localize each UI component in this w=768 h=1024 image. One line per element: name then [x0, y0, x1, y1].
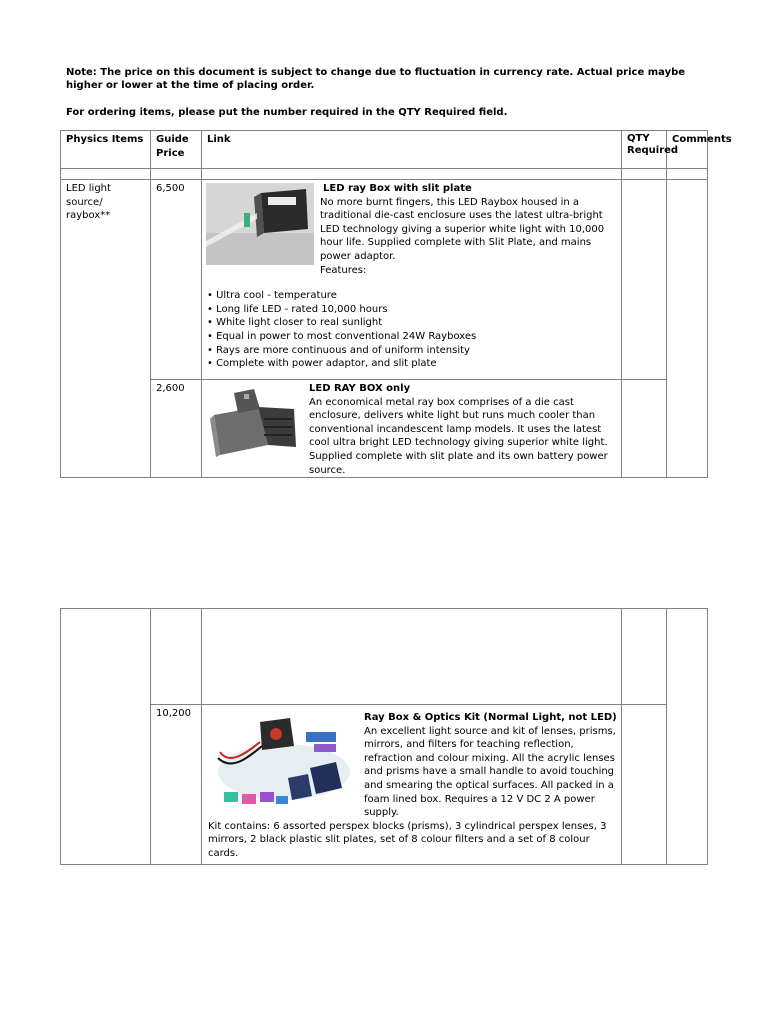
product-title: LED RAY BOX only — [309, 383, 411, 394]
list-item: • Long life LED - rated 10,000 hours — [207, 303, 616, 317]
header-comments: Comments — [667, 131, 708, 169]
product-title: LED ray Box with slit plate — [323, 183, 472, 194]
feature-list — [202, 289, 621, 375]
product-cell — [202, 180, 622, 380]
guide-price: 10,200 — [151, 705, 202, 865]
qty-input-cell[interactable] — [622, 705, 667, 865]
item-name: LED light source/ raybox** — [61, 180, 151, 478]
ray-box-optics-kit-image — [210, 712, 356, 810]
header-guide-price: Guide Price — [151, 131, 202, 169]
table-blank-row — [61, 609, 708, 705]
item-name — [61, 609, 151, 865]
product-description: An excellent light source and kit of lenses, prisms, mirrors, and filters for teaching reflection, refraction and colour mixing. All the acrylic lenses and prisms have a small handle to avoid touching and smearing the optical surfaces. All packed in a foam lined box. Requires a 12 V DC 2 A power supply. — [364, 725, 616, 819]
list-item: • White light closer to real sunlight — [207, 316, 616, 330]
product-title: Ray Box & Optics Kit (Normal Light, not LED) — [364, 712, 617, 723]
price-table — [60, 130, 732, 478]
ordering-instructions: For ordering items, please put the number required in the QTY Required field. — [66, 107, 508, 118]
guide-price: 6,500 — [151, 180, 202, 380]
comments-cell[interactable] — [667, 180, 708, 478]
product-cell — [202, 380, 622, 478]
list-item: • Ultra cool - temperature — [207, 289, 616, 303]
table-header-row — [61, 131, 708, 169]
qty-input-cell[interactable] — [622, 180, 667, 380]
list-item: • Complete with power adaptor, and slit plate — [207, 357, 616, 371]
kit-contents: Kit contains: 6 assorted perspex blocks (prisms), 3 cylindrical perspex lenses, 3 mirrors, 2 black plastic slit plates, set of 8 colour filters and a set of 8 colour cards. — [208, 820, 607, 859]
list-item: • Rays are more continuous and of uniform intensity — [207, 344, 616, 358]
table-row — [61, 705, 708, 865]
price-note: Note: The price on this document is subject to change due to fluctuation in currency rate. Actual price maybe higher or lower at the time of placing order. — [66, 67, 686, 91]
table-row — [61, 180, 708, 380]
guide-price: 2,600 — [151, 380, 202, 478]
led-raybox-image — [206, 385, 299, 467]
table-row — [61, 380, 708, 478]
header-link: Link — [202, 131, 622, 169]
header-physics-items: Physics Items — [61, 131, 151, 169]
price-table-continued — [60, 608, 708, 865]
product-description: An economical metal ray box comprises of a die cast enclosure, delivers white light but runs much cooler than conventional incandescent lamp models. It uses the latest cool ultra bright LED technology giving superior white light. Supplied complete with slit plate and its own battery power source. — [309, 396, 608, 476]
product-description: No more burnt fingers, this LED Raybox housed in a traditional die-cast enclosure uses the latest ultra-bright LED technology giving a superior white light with 10,000 hour life. Supplied complete with Slit Plate, and mains power adaptor. — [320, 196, 605, 262]
features-label: Features: — [320, 264, 367, 276]
table-spacer-row — [61, 169, 708, 180]
list-item: • Equal in power to most conventional 24W Rayboxes — [207, 330, 616, 344]
comments-cell[interactable] — [667, 609, 708, 865]
product-cell — [202, 705, 622, 865]
header-qty-required: QTY Required — [622, 131, 667, 169]
led-raybox-slit-plate-image — [206, 183, 314, 265]
qty-input-cell[interactable] — [622, 380, 667, 478]
